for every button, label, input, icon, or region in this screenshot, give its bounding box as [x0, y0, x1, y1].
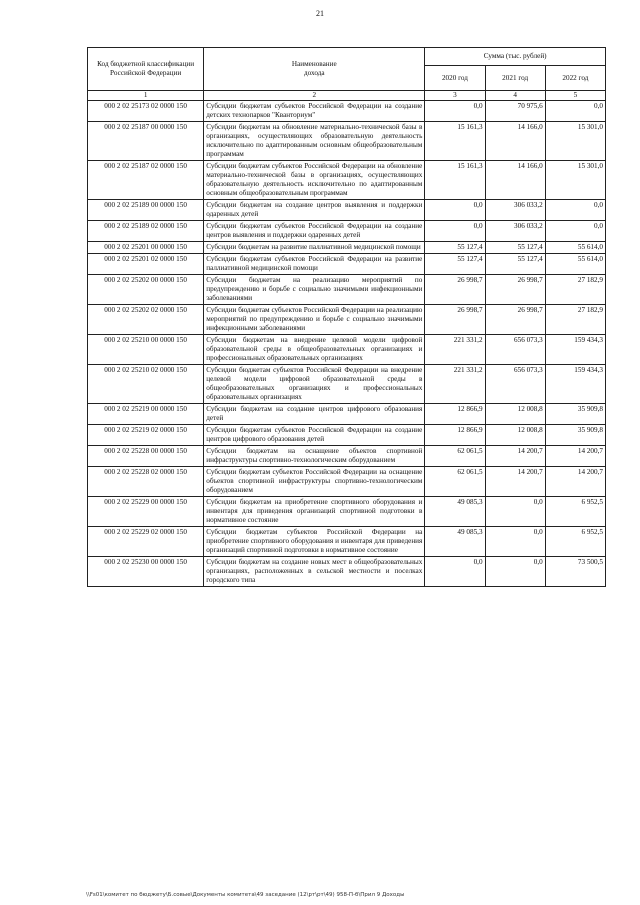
- table-row: [88, 365, 606, 404]
- table-row: [88, 425, 606, 446]
- cell-name: Субсидии бюджетам субъектов Российской Федерации на создание детских технопарков "Кванториум": [204, 101, 425, 122]
- header-sum: Сумма (тыс. рублей): [425, 48, 606, 66]
- cell-name: Субсидии бюджетам субъектов Российской Федерации на развитие паллиативной медицинской помощи: [204, 254, 425, 275]
- cell-2022: 0,0: [545, 200, 605, 221]
- cell-2020: 55 127,4: [425, 254, 485, 275]
- cell-name: Субсидии бюджетам на развитие паллиативной медицинской помощи: [204, 242, 425, 254]
- cell-name: Субсидии бюджетам субъектов Российской Федерации на внедрение целевой модели цифровой образовательной среды в общеобразовательных организациях и профессиональных образовательных организациях: [204, 365, 425, 404]
- cell-2020: 26 998,7: [425, 305, 485, 335]
- cell-2021: 12 008,8: [485, 425, 545, 446]
- revenue-table: [87, 47, 606, 587]
- cell-2021: 26 998,7: [485, 275, 545, 305]
- cell-name: Субсидии бюджетам субъектов Российской Федерации на создание центров цифрового образования детей: [204, 425, 425, 446]
- cell-name: Субсидии бюджетам на внедрение целевой модели цифровой образовательной среды в общеобразовательных организациях и профессиональных образовательных организациях: [204, 335, 425, 365]
- table-row: [88, 305, 606, 335]
- table-row: [88, 275, 606, 305]
- cell-code: 000 2 02 25219 00 0000 150: [88, 404, 204, 425]
- cell-2022: 6 952,5: [545, 527, 605, 557]
- cell-2021: 0,0: [485, 557, 545, 587]
- cell-2021: 14 166,0: [485, 122, 545, 161]
- cell-code: 000 2 02 25210 00 0000 150: [88, 335, 204, 365]
- cell-2020: 15 161,3: [425, 161, 485, 200]
- cell-name: Субсидии бюджетам на оснащение объектов спортивной инфраструктуры спортивно-технологическим оборудованием: [204, 446, 425, 467]
- cell-2022: 0,0: [545, 221, 605, 242]
- table-row: [88, 101, 606, 122]
- cell-2022: 15 301,0: [545, 161, 605, 200]
- cell-2021: 656 073,3: [485, 365, 545, 404]
- cell-2021: 0,0: [485, 497, 545, 527]
- cell-2020: 0,0: [425, 221, 485, 242]
- cell-code: 000 2 02 25189 02 0000 150: [88, 221, 204, 242]
- table-row: [88, 122, 606, 161]
- cell-2020: 26 998,7: [425, 275, 485, 305]
- cell-2022: 6 952,5: [545, 497, 605, 527]
- cell-2021: 12 008,8: [485, 404, 545, 425]
- table-row: [88, 200, 606, 221]
- header-year-2022: 2022 год: [545, 66, 605, 91]
- cell-2020: 62 061,5: [425, 467, 485, 497]
- cell-code: 000 2 02 25228 00 0000 150: [88, 446, 204, 467]
- cell-2021: 55 127,4: [485, 254, 545, 275]
- table-row: [88, 242, 606, 254]
- table-row: [88, 404, 606, 425]
- table-row: [88, 497, 606, 527]
- cell-2021: 656 073,3: [485, 335, 545, 365]
- page-number: 21: [316, 9, 324, 18]
- cell-2021: 306 033,2: [485, 200, 545, 221]
- table-row: [88, 161, 606, 200]
- cell-name: Субсидии бюджетам на создание центров цифрового образования детей: [204, 404, 425, 425]
- header-year-2020: 2020 год: [425, 66, 485, 91]
- cell-code: 000 2 02 25187 02 0000 150: [88, 161, 204, 200]
- cell-2020: 55 127,4: [425, 242, 485, 254]
- cell-2022: 15 301,0: [545, 122, 605, 161]
- cell-2020: 12 866,9: [425, 425, 485, 446]
- cell-2022: 14 200,7: [545, 467, 605, 497]
- cell-2020: 221 331,2: [425, 335, 485, 365]
- cell-2022: 27 182,9: [545, 275, 605, 305]
- cell-2021: 26 998,7: [485, 305, 545, 335]
- cell-name: Субсидии бюджетам на приобретение спортивного оборудования и инвентаря для приведения организаций спортивной подготовки в нормативное состояние: [204, 497, 425, 527]
- cell-code: 000 2 02 25187 00 0000 150: [88, 122, 204, 161]
- table-row: [88, 446, 606, 467]
- cell-2020: 49 085,3: [425, 497, 485, 527]
- cell-code: 000 2 02 25210 02 0000 150: [88, 365, 204, 404]
- cell-2021: 55 127,4: [485, 242, 545, 254]
- table-body: [88, 101, 606, 587]
- cell-2020: 62 061,5: [425, 446, 485, 467]
- table-row: [88, 467, 606, 497]
- cell-2021: 0,0: [485, 527, 545, 557]
- cell-2021: 14 166,0: [485, 161, 545, 200]
- table-row: [88, 527, 606, 557]
- cell-code: 000 2 02 25219 02 0000 150: [88, 425, 204, 446]
- cell-code: 000 2 02 25228 02 0000 150: [88, 467, 204, 497]
- cell-2022: 27 182,9: [545, 305, 605, 335]
- cell-code: 000 2 02 25201 00 0000 150: [88, 242, 204, 254]
- cell-2022: 14 200,7: [545, 446, 605, 467]
- cell-2022: 159 434,3: [545, 335, 605, 365]
- column-number: 3: [425, 91, 485, 101]
- table-row: [88, 557, 606, 587]
- header-code: Код бюджетной классификации Российской Федерации: [88, 48, 204, 91]
- cell-2022: 159 434,3: [545, 365, 605, 404]
- cell-2020: 12 866,9: [425, 404, 485, 425]
- table-row: [88, 254, 606, 275]
- cell-2022: 35 909,8: [545, 425, 605, 446]
- cell-2021: 306 033,2: [485, 221, 545, 242]
- cell-code: 000 2 02 25229 00 0000 150: [88, 497, 204, 527]
- cell-code: 000 2 02 25230 00 0000 150: [88, 557, 204, 587]
- table-row: [88, 221, 606, 242]
- cell-name: Субсидии бюджетам на создание новых мест в общеобразовательных организациях, расположенных в сельской местности и поселках городского типа: [204, 557, 425, 587]
- cell-name: Субсидии бюджетам субъектов Российской Федерации на оснащение объектов спортивной инфраструктуры спортивно-технологическим оборудованием: [204, 467, 425, 497]
- cell-name: Субсидии бюджетам на реализацию мероприятий по предупреждению и борьбе с социально значимыми инфекционными заболеваниями: [204, 275, 425, 305]
- cell-2022: 55 614,0: [545, 242, 605, 254]
- cell-2020: 15 161,3: [425, 122, 485, 161]
- cell-2020: 0,0: [425, 557, 485, 587]
- column-number: 2: [204, 91, 425, 101]
- cell-2021: 14 200,7: [485, 467, 545, 497]
- column-number: 4: [485, 91, 545, 101]
- cell-name: Субсидии бюджетам субъектов Российской Федерации на приобретение спортивного оборудования и инвентаря для приведения организаций спортивной подготовки в нормативное состояние: [204, 527, 425, 557]
- column-number: 5: [545, 91, 605, 101]
- cell-code: 000 2 02 25202 02 0000 150: [88, 305, 204, 335]
- header-name: Наименование дохода: [204, 48, 425, 91]
- cell-name: Субсидии бюджетам на создание центров выявления и поддержки одаренных детей: [204, 200, 425, 221]
- header-year-2021: 2021 год: [485, 66, 545, 91]
- cell-2022: 35 909,8: [545, 404, 605, 425]
- cell-2022: 55 614,0: [545, 254, 605, 275]
- cell-code: 000 2 02 25201 02 0000 150: [88, 254, 204, 275]
- cell-2022: 73 500,5: [545, 557, 605, 587]
- cell-2022: 0,0: [545, 101, 605, 122]
- cell-code: 000 2 02 25202 00 0000 150: [88, 275, 204, 305]
- column-number: 1: [88, 91, 204, 101]
- cell-2020: 0,0: [425, 101, 485, 122]
- cell-2020: 0,0: [425, 200, 485, 221]
- cell-name: Субсидии бюджетам субъектов Российской Федерации на создание центров выявления и поддержки одаренных детей: [204, 221, 425, 242]
- cell-code: 000 2 02 25189 00 0000 150: [88, 200, 204, 221]
- file-path-footer: \\Fs01\комитет по бюджету\Б.совые\Документы комитета\49 заседание (12\рт\рт\49) 958-П-б\Прил 9 Доходы: [86, 892, 405, 898]
- cell-2020: 221 331,2: [425, 365, 485, 404]
- cell-name: Субсидии бюджетам субъектов Российской Федерации на реализацию мероприятий по предупреждению и борьбе с социально значимыми инфекционными заболеваниями: [204, 305, 425, 335]
- table-row: [88, 335, 606, 365]
- cell-code: 000 2 02 25173 02 0000 150: [88, 101, 204, 122]
- cell-name: Субсидии бюджетам субъектов Российской Федерации на обновление материально-технической базы в организациях, осуществляющих образовательную деятельность исключительно по адаптированным основным общеобразовательным программам: [204, 161, 425, 200]
- cell-code: 000 2 02 25229 02 0000 150: [88, 527, 204, 557]
- cell-name: Субсидии бюджетам на обновление материально-технической базы в организациях, осуществляющих образовательную деятельность исключительно по адаптированным основным общеобразовательным программам: [204, 122, 425, 161]
- cell-2021: 70 975,6: [485, 101, 545, 122]
- cell-2021: 14 200,7: [485, 446, 545, 467]
- cell-2020: 49 085,3: [425, 527, 485, 557]
